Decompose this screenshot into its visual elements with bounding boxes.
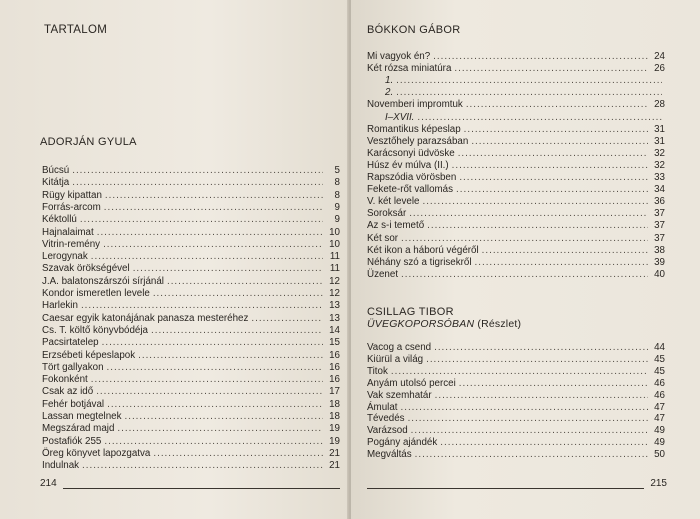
toc-entry xyxy=(42,374,340,386)
toc-entry-title: Néhány szó a tigrisekről xyxy=(367,256,472,268)
toc-dot-leader xyxy=(411,425,648,437)
toc-entry-title: Kiürül a világ xyxy=(367,353,424,365)
toc-entry-title: Romantikus képeslap xyxy=(367,123,461,135)
toc-dot-leader xyxy=(80,214,323,226)
toc-entry xyxy=(42,177,340,189)
toc-entry-page: 46 xyxy=(654,389,665,401)
toc-entry xyxy=(367,184,665,196)
toc-entry-title: Kitátja xyxy=(42,177,70,189)
toc-entry-page: 11 xyxy=(329,263,340,275)
toc-entry-page: 14 xyxy=(329,324,340,336)
toc-entry xyxy=(42,350,340,362)
toc-entry xyxy=(42,202,340,214)
toc-entry-page: 49 xyxy=(654,437,665,449)
toc-entry-title: Megszárad majd xyxy=(42,423,115,435)
toc-entry-title: Tévedés xyxy=(367,413,405,425)
toc-entry-title: 2. xyxy=(385,87,394,99)
toc-entry xyxy=(367,148,665,160)
section-author-adorjan: ADORJÁN GYULA xyxy=(40,136,137,148)
toc-entry-page: 45 xyxy=(654,365,665,377)
toc-entry xyxy=(367,378,665,390)
toc-entry-title: Erzsébeti képeslapok xyxy=(42,349,136,361)
toc-entry xyxy=(42,460,340,472)
toc-entry xyxy=(42,436,340,448)
toc-entry-title: Megváltás xyxy=(367,449,412,461)
toc-entry-title: Lerogynak xyxy=(42,251,88,263)
toc-entry-page: 8 xyxy=(334,189,340,201)
toc-list-csillag xyxy=(367,342,665,472)
toc-entry-page: 47 xyxy=(654,413,665,425)
toc-entry xyxy=(42,276,340,288)
toc-entry xyxy=(42,251,340,263)
section-author-csillag: CSILLAG TIBOR xyxy=(367,306,454,318)
toc-dot-leader xyxy=(440,437,648,449)
toc-entry-title: Indulnak xyxy=(42,460,80,472)
toc-entry xyxy=(42,313,340,325)
toc-entry xyxy=(367,196,665,208)
toc-entry-page: 15 xyxy=(329,337,340,349)
toc-entry xyxy=(42,214,340,226)
toc-entry xyxy=(42,448,340,460)
toc-entry xyxy=(42,227,340,239)
toc-entry-page: 39 xyxy=(654,256,665,268)
toc-entry xyxy=(42,411,340,423)
toc-dot-leader xyxy=(107,362,323,374)
toc-dot-leader xyxy=(454,63,648,75)
toc-dot-leader xyxy=(251,313,323,325)
toc-entry xyxy=(367,63,665,75)
toc-dot-leader xyxy=(459,172,648,184)
toc-entry-title: Pacsirtatelep xyxy=(42,337,99,349)
toc-entry-title: Mi vagyok én? xyxy=(367,51,431,62)
section-author-bokkon: BÓKKON GÁBOR xyxy=(367,24,461,36)
toc-entry-page: 12 xyxy=(329,288,340,299)
toc-entry-page: 47 xyxy=(654,401,665,413)
toc-entry-page: 10 xyxy=(329,226,340,238)
toc-dot-leader xyxy=(408,413,648,425)
toc-entry-title: Öreg könyvet lapozgatva xyxy=(42,447,151,459)
toc-entry-page: 37 xyxy=(654,232,665,244)
toc-entry-title: Fekete-rőt vallomás xyxy=(367,184,454,196)
toc-entry-title: Vacog a csend xyxy=(367,342,432,353)
subtitle-note: (Részlet) xyxy=(477,318,522,330)
toc-dot-leader xyxy=(105,190,323,202)
toc-entry-page: 18 xyxy=(329,411,340,422)
toc-entry-page: 19 xyxy=(329,423,340,435)
toc-entry-page: 11 xyxy=(329,251,340,263)
toc-entry-page: 31 xyxy=(654,123,665,135)
toc-entry-page: 49 xyxy=(654,425,665,437)
toc-dot-leader xyxy=(426,354,648,366)
toc-dot-leader xyxy=(482,245,648,257)
toc-dot-leader xyxy=(391,366,648,378)
toc-entry-title: Pogány ajándék xyxy=(367,437,438,449)
toc-entry xyxy=(42,288,340,300)
toc-dot-leader xyxy=(153,288,323,300)
toc-entry xyxy=(367,390,665,402)
toc-dot-leader xyxy=(401,269,648,281)
toc-entry xyxy=(367,342,665,354)
toc-list-bokkon xyxy=(367,51,665,291)
toc-entry-title: Kondor ismeretlen levele xyxy=(42,288,150,299)
toc-entry-title: Szavak örökségével xyxy=(42,263,130,275)
toc-entry-title: Két sor xyxy=(367,232,399,244)
toc-entry xyxy=(42,325,340,337)
toc-entry-title: Lassan megtelnek xyxy=(42,411,122,422)
toc-entry-page: 10 xyxy=(329,238,340,250)
toc-dot-leader xyxy=(422,196,648,208)
page-number-right: 215 xyxy=(650,478,667,489)
toc-dot-leader xyxy=(415,449,648,461)
toc-dot-leader xyxy=(401,402,649,414)
toc-dot-leader xyxy=(417,112,662,124)
toc-entry xyxy=(42,337,340,349)
toc-dot-leader xyxy=(153,448,323,460)
toc-entry xyxy=(42,190,340,202)
toc-entry xyxy=(367,136,665,148)
toc-entry-title: V. két levele xyxy=(367,196,420,208)
toc-entry xyxy=(367,87,665,99)
toc-dot-leader xyxy=(104,436,323,448)
toc-entry-title: Postafiók 255 xyxy=(42,435,102,447)
toc-dot-leader xyxy=(91,251,323,263)
toc-dot-leader xyxy=(151,325,323,337)
toc-dot-leader xyxy=(104,202,323,214)
toc-entry-title: Vak szemhatár xyxy=(367,389,432,401)
toc-entry xyxy=(42,386,340,398)
toc-entry xyxy=(367,354,665,366)
toc-dot-leader xyxy=(167,276,323,288)
toc-entry xyxy=(42,300,340,312)
toc-entry-title: Húsz év múlva (II.) xyxy=(367,159,449,171)
toc-entry-page: 16 xyxy=(329,349,340,361)
toc-entry-page: 40 xyxy=(654,268,665,280)
toc-dot-leader xyxy=(464,124,648,136)
toc-dot-leader xyxy=(452,160,648,172)
toc-entry xyxy=(367,124,665,136)
toc-entry-title: Két rózsa miniatúra xyxy=(367,63,452,75)
toc-entry-title: Karácsonyi üdvöske xyxy=(367,147,455,159)
subtitle-title: ÜVEGKOPORSÓBAN xyxy=(367,318,475,330)
toc-entry-page: 32 xyxy=(654,159,665,171)
toc-entry-title: Anyám utolsó percei xyxy=(367,377,456,389)
toc-entry-page: 44 xyxy=(654,342,665,353)
toc-entry xyxy=(367,112,665,124)
toc-entry-page: 13 xyxy=(329,300,340,312)
toc-entry xyxy=(42,239,340,251)
toc-dot-leader xyxy=(138,350,323,362)
toc-entry xyxy=(42,165,340,177)
section-subtitle-csillag xyxy=(367,318,521,330)
toc-entry-title: Harlekin xyxy=(42,300,78,312)
toc-entry xyxy=(367,75,665,87)
toc-entry-title: Fehér botjával xyxy=(42,398,105,410)
footer-rule-right xyxy=(367,488,644,489)
toc-entry xyxy=(367,233,665,245)
toc-entry-page: 31 xyxy=(654,135,665,147)
toc-entry xyxy=(42,399,340,411)
toc-entry-page: 34 xyxy=(654,184,665,196)
toc-dot-leader xyxy=(102,337,323,349)
toc-dot-leader xyxy=(396,75,662,87)
toc-dot-leader xyxy=(409,208,648,220)
toc-entry-page: 19 xyxy=(329,435,340,447)
toc-dot-leader xyxy=(458,148,648,160)
toc-dot-leader xyxy=(96,386,323,398)
toc-dot-leader xyxy=(459,378,648,390)
toc-entry xyxy=(367,257,665,269)
toc-entry-title: Vitrin-remény xyxy=(42,238,101,250)
toc-entry-page: 16 xyxy=(329,361,340,373)
toc-entry-page: 46 xyxy=(654,377,665,389)
toc-entry-title: Soroksár xyxy=(367,208,407,220)
toc-entry-title: Fokonként xyxy=(42,374,88,386)
toc-entry-page: 36 xyxy=(654,196,665,208)
toc-entry-page: 37 xyxy=(654,220,665,232)
toc-dot-leader xyxy=(466,99,648,111)
toc-dot-leader xyxy=(433,51,648,63)
toc-dot-leader xyxy=(81,300,323,312)
toc-dot-leader xyxy=(72,177,323,189)
toc-entry-page: 26 xyxy=(654,63,665,75)
toc-entry xyxy=(367,366,665,378)
toc-entry xyxy=(42,362,340,374)
toc-entry xyxy=(367,51,665,63)
toc-entry xyxy=(367,245,665,257)
toc-entry-title: Titok xyxy=(367,365,388,377)
toc-entry-page: 9 xyxy=(334,214,340,226)
toc-entry xyxy=(367,449,665,461)
toc-entry-title: Vesztőhely parazsában xyxy=(367,135,469,147)
toc-entry-title: I–XVII. xyxy=(385,111,415,123)
right-page xyxy=(351,0,700,519)
toc-entry-title: Ámulat xyxy=(367,401,398,413)
toc-entry xyxy=(367,172,665,184)
toc-dot-leader xyxy=(427,220,648,232)
toc-dot-leader xyxy=(133,263,323,275)
toc-entry-page: 38 xyxy=(654,244,665,256)
page-footer-left xyxy=(40,478,340,489)
toc-entry xyxy=(367,208,665,220)
toc-entry-page: 17 xyxy=(329,386,340,398)
toc-entry-title: Búcsú xyxy=(42,165,70,176)
toc-entry-page: 12 xyxy=(329,275,340,287)
footer-rule-left xyxy=(63,488,340,489)
left-page xyxy=(0,0,349,519)
toc-entry-page: 13 xyxy=(329,312,340,324)
page-footer-right xyxy=(367,478,667,489)
toc-entry-page: 45 xyxy=(654,353,665,365)
toc-entry-title: Hajnalaimat xyxy=(42,226,94,238)
toc-dot-leader xyxy=(435,390,648,402)
toc-entry xyxy=(42,263,340,275)
toc-dot-leader xyxy=(125,411,323,423)
toc-entry-page: 50 xyxy=(654,449,665,461)
toc-entry xyxy=(367,425,665,437)
toc-dot-leader xyxy=(475,257,648,269)
toc-dot-leader xyxy=(103,239,323,251)
toc-dot-leader xyxy=(456,184,648,196)
toc-entry-title: Novemberi impromtuk xyxy=(367,99,463,111)
toc-entry-page: 5 xyxy=(334,165,340,176)
toc-entry-title: Kéktollú xyxy=(42,214,77,226)
toc-entry-page: 9 xyxy=(334,201,340,213)
toc-dot-leader xyxy=(72,165,323,177)
toc-entry xyxy=(367,269,665,281)
toc-entry-title: Varázsod xyxy=(367,425,408,437)
toc-entry-title: Forrás-arcom xyxy=(42,201,101,213)
toc-entry-title: Csak az idő xyxy=(42,386,94,398)
toc-dot-leader xyxy=(434,342,648,354)
toc-dot-leader xyxy=(97,227,323,239)
toc-entry xyxy=(367,413,665,425)
toc-entry-page: 28 xyxy=(654,99,665,111)
toc-entry-page: 21 xyxy=(329,460,340,472)
toc-dot-leader xyxy=(91,374,323,386)
toc-list-left xyxy=(42,165,340,475)
toc-entry-title: 1. xyxy=(385,75,394,87)
toc-dot-leader xyxy=(107,399,323,411)
toc-entry xyxy=(367,160,665,172)
toc-entry-title: Caesar egyik katonájának panasza mesteréhez xyxy=(42,312,249,324)
toc-dot-leader xyxy=(117,423,323,435)
toc-dot-leader xyxy=(471,136,648,148)
toc-entry xyxy=(42,423,340,435)
toc-entry-title: Két ikon a háború végéről xyxy=(367,244,479,256)
toc-dot-leader xyxy=(396,87,662,99)
toc-entry-page: 32 xyxy=(654,147,665,159)
contents-heading: TARTALOM xyxy=(44,24,108,36)
toc-entry-title: Az s-i temető xyxy=(367,220,425,232)
toc-entry-title: Üzenet xyxy=(367,268,399,280)
toc-entry-page: 21 xyxy=(329,447,340,459)
toc-entry-title: Tört gallyakon xyxy=(42,361,104,373)
toc-entry-title: J.A. balatonszárszói sírjánál xyxy=(42,275,164,287)
toc-entry xyxy=(367,220,665,232)
toc-entry-title: Cs. T. költő könyvbódéja xyxy=(42,324,149,336)
toc-entry xyxy=(367,437,665,449)
toc-entry-title: Rapszódia vörösben xyxy=(367,172,457,183)
toc-dot-leader xyxy=(401,233,648,245)
toc-entry-page: 33 xyxy=(654,172,665,183)
toc-entry-title: Rügy kipattan xyxy=(42,189,102,201)
toc-entry-page: 24 xyxy=(654,51,665,62)
toc-dot-leader xyxy=(82,460,323,472)
page-number-left: 214 xyxy=(40,478,57,489)
toc-entry xyxy=(367,99,665,111)
toc-entry xyxy=(367,402,665,414)
toc-entry-page: 16 xyxy=(329,374,340,386)
toc-entry-page: 8 xyxy=(334,177,340,189)
toc-entry-page: 37 xyxy=(654,208,665,220)
toc-entry-page: 18 xyxy=(329,398,340,410)
